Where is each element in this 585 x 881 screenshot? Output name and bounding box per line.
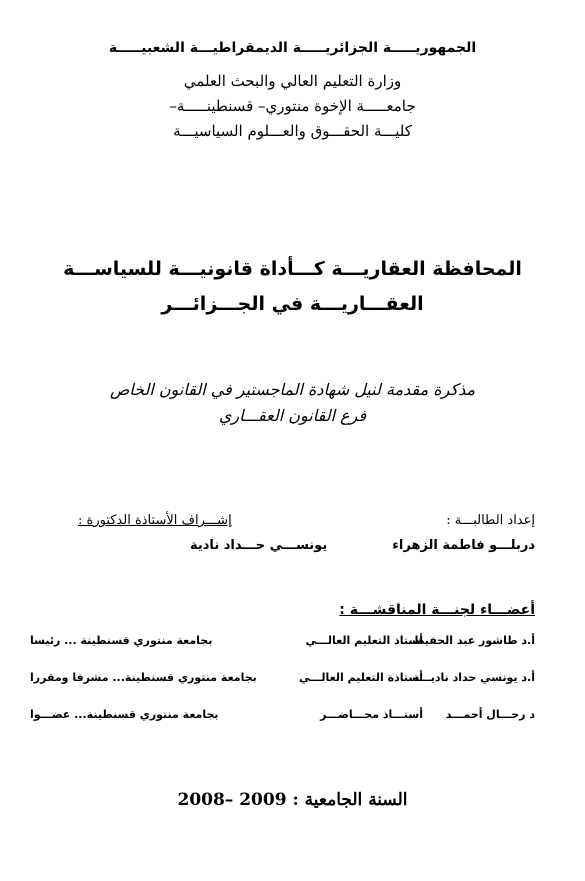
supervisor-name: يونســـي حـــداد نادية bbox=[190, 538, 328, 553]
ministry-name: وزارة التعليم العالي والبحث العلمي bbox=[183, 72, 402, 90]
academic-year-label: السنة الجامعية : bbox=[292, 790, 408, 810]
supervised-by-label: إشـــراف الأستاذة الدكتورة : bbox=[78, 513, 232, 528]
committee-member-2-role: بجامعة منتوري قسنطينة... مشرفا ومقررا bbox=[30, 671, 257, 684]
committee-member-2-name: أ.د يونسي حداد ناديـــة bbox=[412, 671, 535, 684]
committee-member-3-rank: أستـــاذ محـــاضـــر bbox=[320, 708, 423, 721]
thesis-subtitle-line-1: مذكرة مقدمة لنيل شهادة الماجستير في القانون الخاص bbox=[109, 380, 476, 399]
university-name: جامعـــــة الإخوة منتوري– قسنطينـــــة– bbox=[169, 97, 416, 115]
student-name: دربلـــو فاطمة الزهراء bbox=[392, 538, 535, 553]
committee-member-2-rank: أستاذة التعليم العالـــي bbox=[299, 671, 423, 684]
committee-member-1-rank: أستاذ التعليم العالـــي bbox=[305, 634, 423, 647]
republic-heading: الجمهوريـــــة الجزائريـــــة الديمقراطيـــة الشعبيـــــة bbox=[108, 40, 477, 56]
academic-year bbox=[0, 790, 585, 810]
prepared-by-label: إعداد الطالبـــة : bbox=[446, 513, 535, 528]
committee-member-3-name: د رحـــال أحمـــد bbox=[445, 708, 535, 721]
committee-member-1-name: أ.د طاشور عبد الحفيظ bbox=[413, 634, 535, 647]
committee-member-3-role: بجامعة منتوري قسنطينة... عضـــوا bbox=[30, 708, 219, 721]
committee-member-1-role: بجامعة منتوري قسنطينة ... رئيسا bbox=[30, 634, 213, 647]
thesis-subtitle-line-2: فرع القانون العقـــاري bbox=[218, 406, 367, 425]
committee-title: أعضـــاء لجنـــة المناقشـــة : bbox=[339, 602, 535, 618]
academic-year-value: 2008– 2009 bbox=[177, 790, 287, 810]
faculty-name: كليـــة الحقـــوق والعـــلوم السياسيـــة bbox=[173, 122, 412, 140]
thesis-title-line-1: المحافظة العقاريـــة كـــأداة قانونيـــة للسياســـة bbox=[63, 258, 522, 280]
thesis-title-line-2: العقـــاريـــة في الجـــزائـــر bbox=[161, 293, 424, 315]
